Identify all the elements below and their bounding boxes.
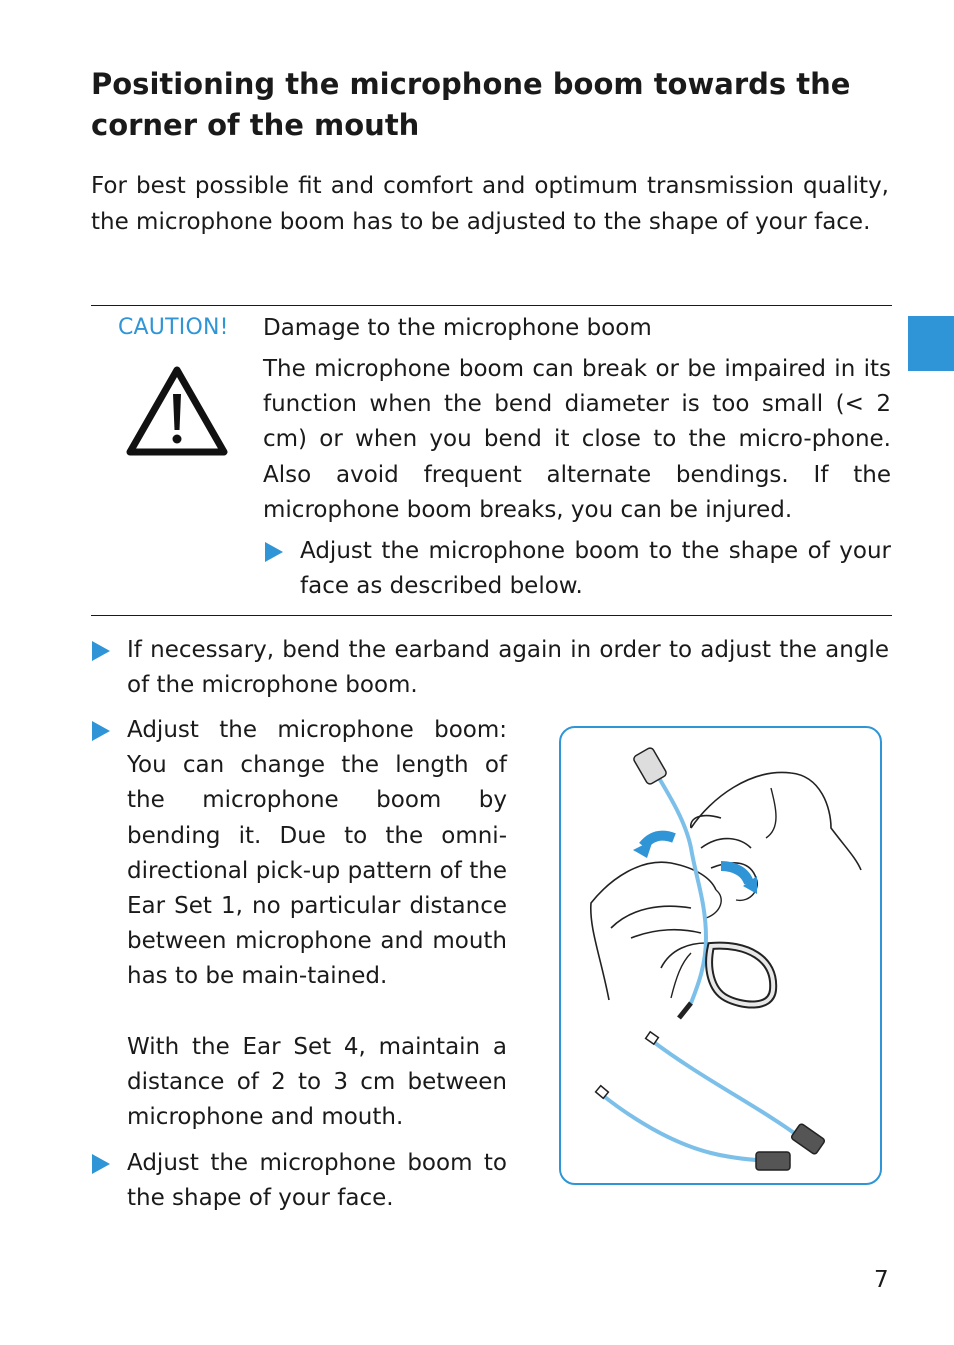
triangle-bullet-icon: [92, 641, 110, 661]
caution-bottom-rule: [91, 615, 892, 616]
step-adjust-boom-length: Adjust the microphone boom: You can change the length of the microphone boom by bending it. Due to the omni-directional pick-up pattern of the Ear Set 1, no particular distance between microphone and mouth has to be main-tained.: [127, 717, 507, 990]
caution-instruction: Adjust the microphone boom to the shape of your face as described below.: [300, 538, 891, 600]
triangle-bullet-icon: [265, 542, 283, 562]
triangle-bullet-icon: [92, 1154, 110, 1174]
caution-top-rule: [91, 305, 892, 306]
hands-bending-boom-illustration: [561, 728, 884, 1187]
page-number: 7: [874, 1267, 889, 1293]
intro-paragraph: For best possible fit and comfort and optimum transmission quality, the microphone boom has to be adjusted to the shape of your face.: [91, 173, 889, 235]
caution-title: Damage to the microphone boom: [263, 315, 652, 341]
caution-body: The microphone boom can break or be impaired in its function when the bend diameter is too small (< 2 cm) or when you bend it close to the micro-phone. Also avoid frequent alternate bendings. If the microphone boom breaks, you can be injured.: [263, 356, 891, 523]
step-adjust-boom-shape: Adjust the microphone boom to the shape of your face.: [127, 1150, 507, 1212]
step-ear-set-4-distance: With the Ear Set 4, maintain a distance of 2 to 3 cm between microphone and mouth.: [127, 1034, 507, 1131]
caution-label: CAUTION!: [118, 315, 229, 340]
chapter-tab: [908, 316, 954, 371]
step-bend-earband: If necessary, bend the earband again in order to adjust the angle of the microphone boom.: [127, 637, 889, 699]
page-heading: Positioning the microphone boom towards the corner of the mouth: [91, 67, 851, 142]
microphone-boom-illustration: [559, 726, 882, 1185]
warning-triangle-icon: [126, 366, 228, 458]
triangle-bullet-icon: [92, 721, 110, 741]
